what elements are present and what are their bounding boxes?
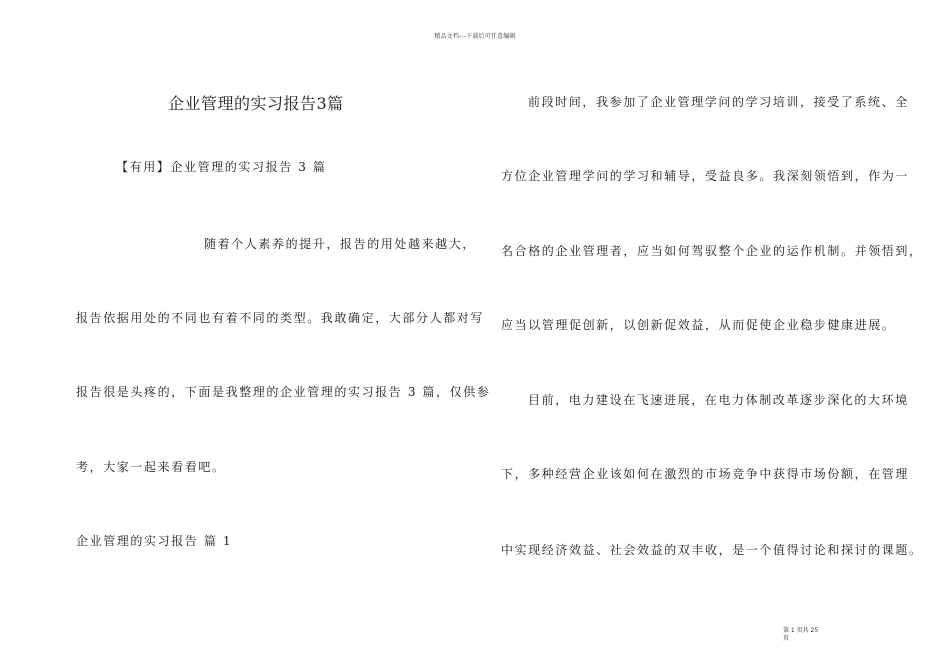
paragraph-line: 下，多种经营企业该如何在激烈的市场竞争中获得市场份额，在管理 bbox=[501, 467, 910, 481]
paragraph-line: 报告很是头疼的，下面是我整理的企业管理的实习报告 3 篇，仅供参 bbox=[76, 385, 491, 399]
paragraph-line: 名合格的企业管理者，应当如何驾驭整个企业的运作机制。并领悟到， bbox=[501, 244, 923, 258]
paragraph-line: 随着个人素养的提升，报告的用处越来越大， bbox=[204, 237, 477, 251]
paragraph-line: 目前，电力建设在飞速进展，在电力体制改革逐步深化的大环境 bbox=[528, 393, 909, 407]
paragraph-line: 报告依据用处的不同也有着不同的类型。我敢确定，大部分人都对写 bbox=[76, 311, 485, 325]
page-number-line: 第 1 页共 25 bbox=[783, 627, 819, 634]
paragraph-line: 考，大家一起来看看吧。 bbox=[76, 460, 226, 474]
page-number-line: 页 bbox=[783, 635, 790, 642]
paragraph-line: 应当以管理促创新，以创新促效益，从而促使企业稳步健康进展。 bbox=[501, 318, 896, 332]
document-title: 企业管理的实习报告3篇 bbox=[168, 94, 344, 113]
header-note: 精品文档---下载后可任意编辑 bbox=[434, 33, 516, 40]
document-subtitle: 【有用】企业管理的实习报告 3 篇 bbox=[116, 160, 327, 174]
page-number bbox=[783, 627, 831, 643]
paragraph-line: 前段时间，我参加了企业管理学问的学习培训，接受了系统、全 bbox=[528, 95, 909, 109]
section-heading: 企业管理的实习报告 篇 1 bbox=[76, 534, 233, 548]
paragraph-line: 方位企业管理学问的学习和辅导，受益良多。我深刻领悟到，作为一 bbox=[501, 169, 910, 183]
paragraph-line: 中实现经济效益、社会效益的双丰收，是一个值得讨论和探讨的课题。 bbox=[501, 543, 923, 557]
